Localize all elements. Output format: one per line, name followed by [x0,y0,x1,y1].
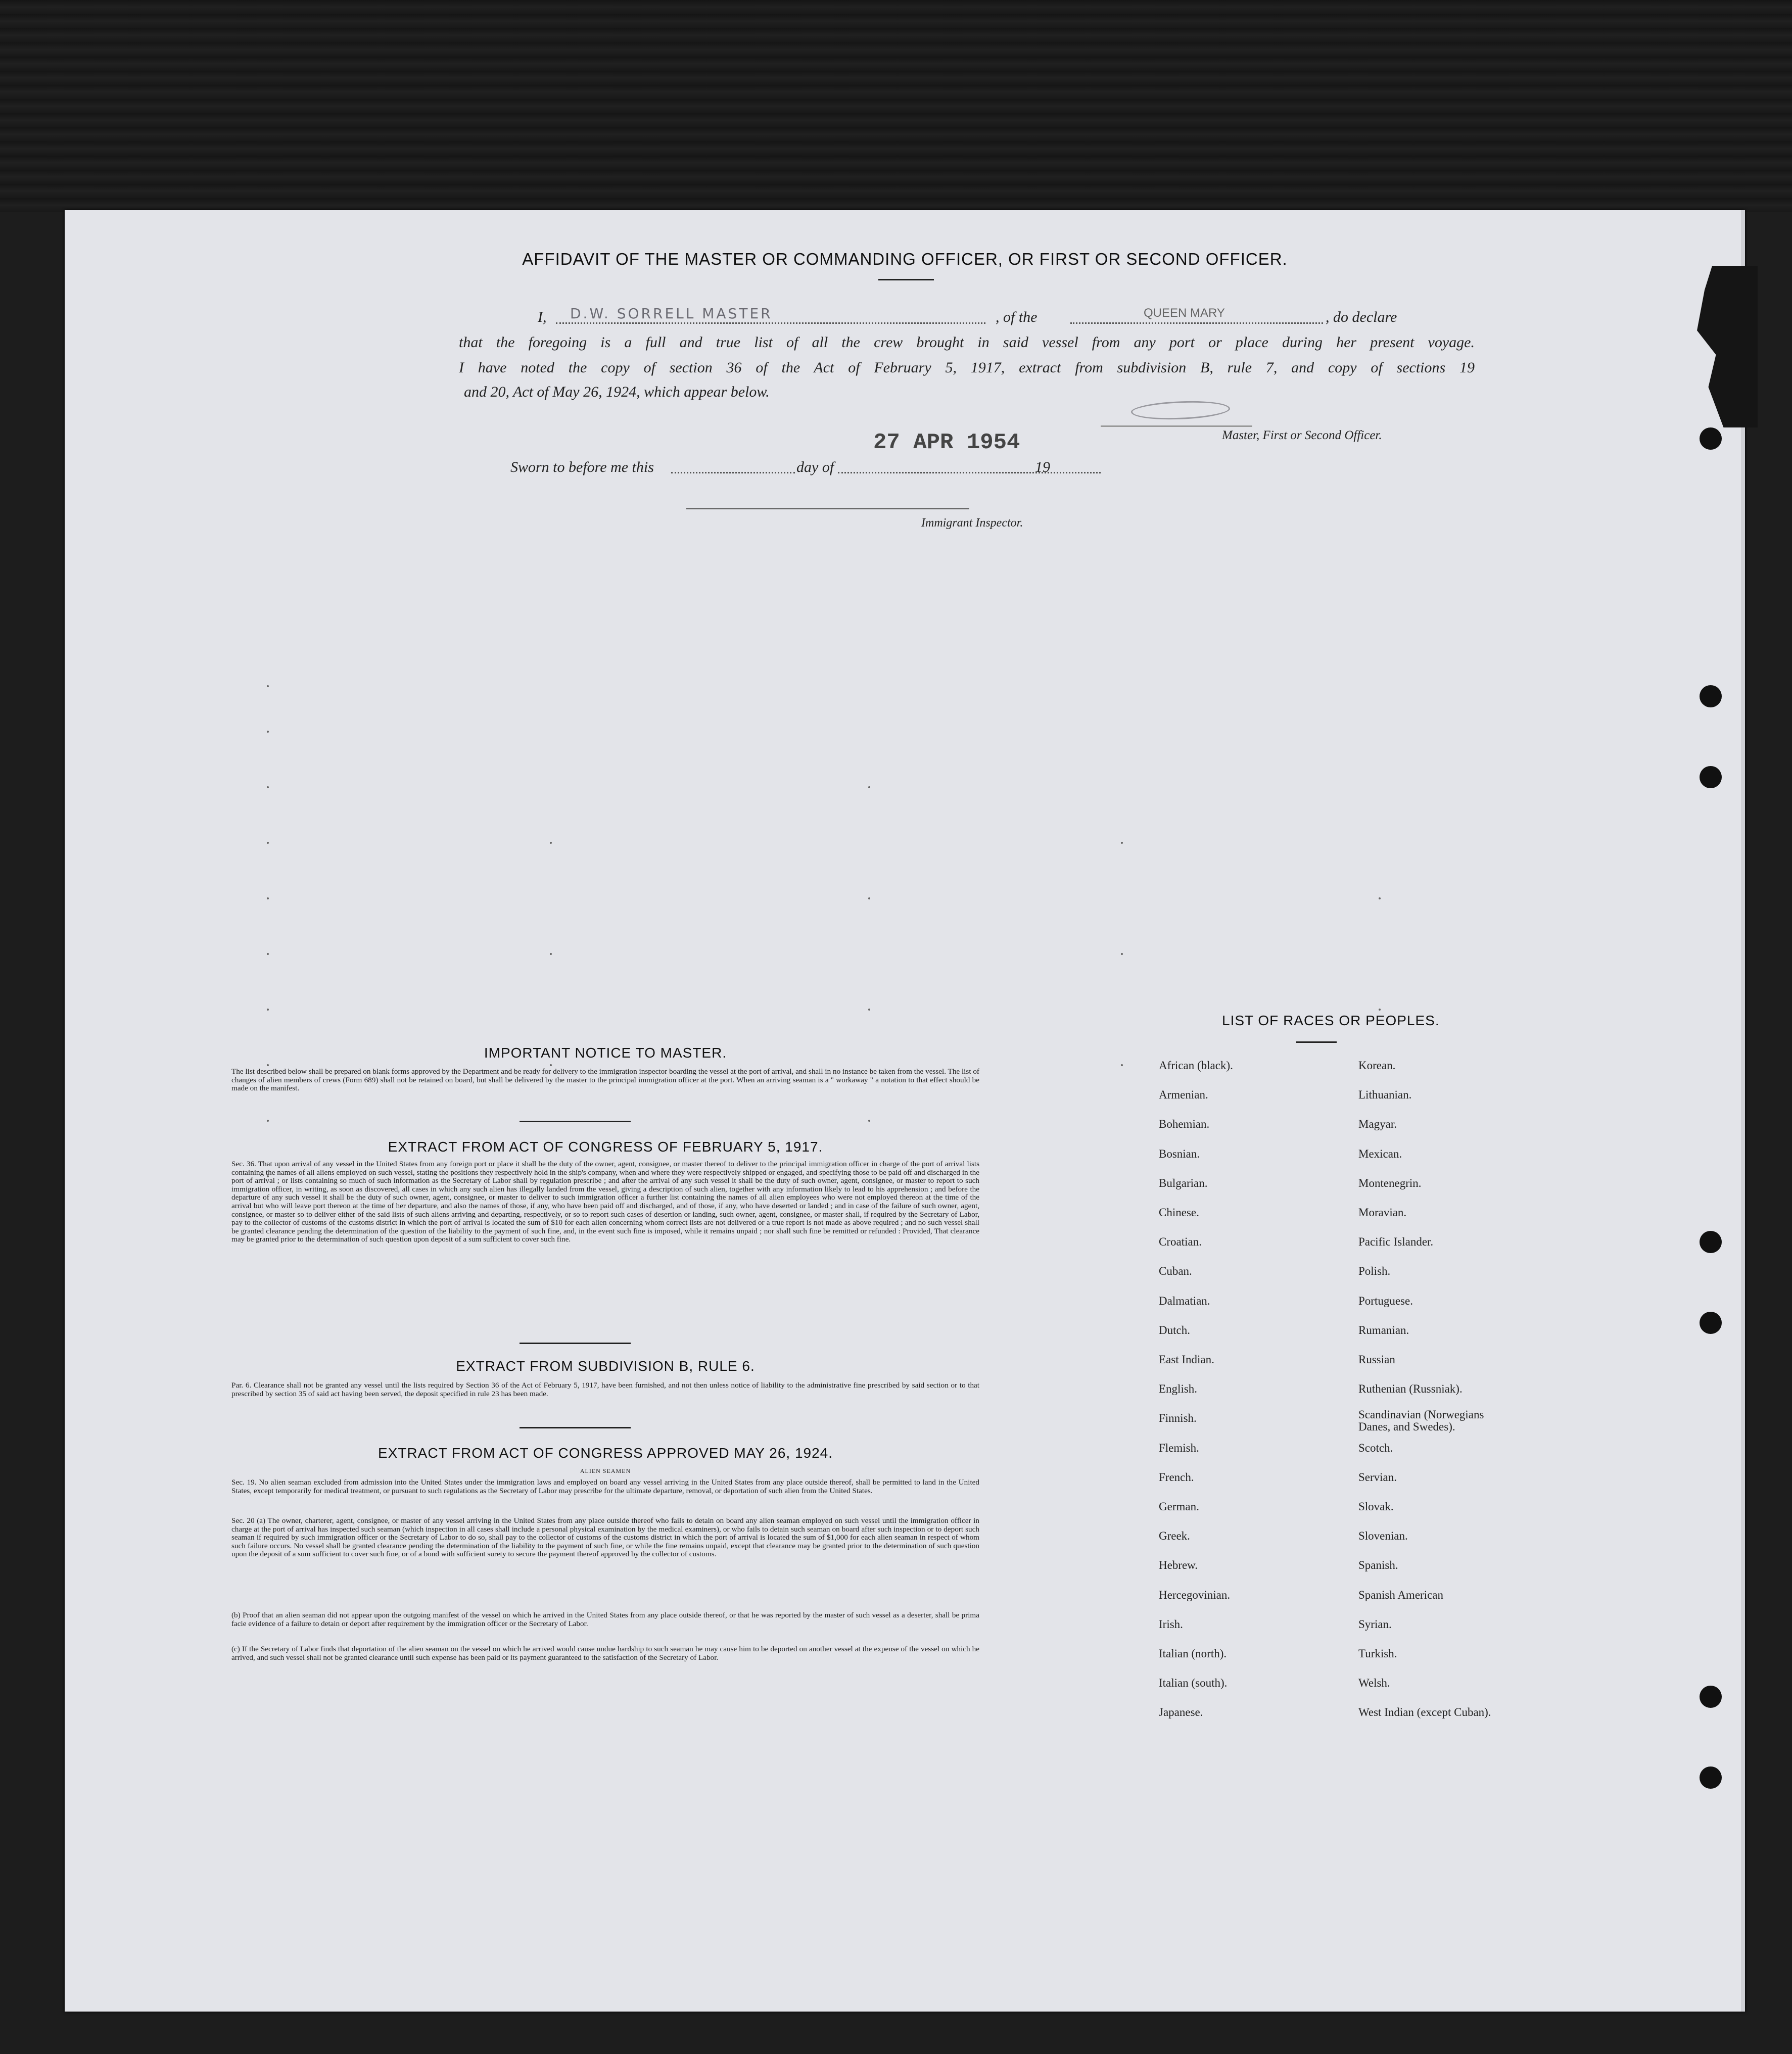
section-divider [520,1121,631,1122]
race-item: Spanish. [1358,1559,1398,1572]
ruling-dot [868,786,870,788]
punch-hole [1700,1686,1722,1708]
microfilm-background [0,0,1792,212]
race-item: Pacific Islander. [1358,1235,1434,1249]
race-item: Bosnian. [1159,1147,1200,1160]
name-blank [556,322,985,324]
extract-1924-title: EXTRACT FROM ACT OF CONGRESS APPROVED MAY 26, 1924. [378,1445,833,1461]
notice-title: IMPORTANT NOTICE TO MASTER. [484,1045,727,1061]
race-item: Turkish. [1358,1647,1397,1660]
extract-1917-text: Sec. 36. That upon arrival of any vessel in the United States from any foreign port or place it shall be the duty of the owner, agent, consignee, or master thereof to deliver to the principal immigration officer in charge of the port of arrival lists containing the names of all aliens employed on such vessel, stating the positions they respectively hold in the ship's company, when and where they were respectively shipped or engaged, and specifying those to be paid off and discharged in the port of arrival ; or lists containing so much of such information as the Secretary of Labor shall by regulation prescribe ; and after the arrival of any such vessel it shall be the duty of such owner, agent, consignee, or master to report to such immigration officer, in writing, as soon as discovered, all cases in which any such alien has illegally landed from the vessel, giving a description of such alien, together with any information likely to lead to his apprehension ; and before the departure of any such vessel it shall be the duty of such owner, agent, consignee, or master to deliver to such immigration officer a further list containing the names of all alien employees who were not employed thereon at the time of the arrival but who will leave port thereon at the time of her departure, and also the names of those, if any, who have been paid off and discharged, and of those, if any, who have deserted or landed ; and in case of the failure of such owner, agent, consignee, or master so to deliver either of the said lists of such aliens arriving and departing, respectively, or so to report such cases of desertion or landing, such owner, agent, consignee, or master shall, if required by the Secretary of Labor, pay to the collector of customs of the customs district in which the port of arrival is located the sum of $10 for each alien concerning whom correct lists are not delivered or a true report is not made as above required ; and no such vessel shall be granted clearance pending the determination of the question of the liability to the payment of such fine, and, in the event such fine is imposed, while it remains unpaid ; nor shall such fine be remitted or refunded : Provided, That clearance may be granted prior to the determination of such question upon deposit of a sum sufficient to cover such fine. [231,1160,979,1244]
punch-hole [1700,1766,1722,1789]
race-item: Croatian. [1159,1235,1202,1249]
race-item: Spanish American [1358,1588,1443,1601]
race-item: Syrian. [1358,1617,1392,1631]
ruling-dot [1121,953,1123,955]
affidavit-line-2: that the foregoing is a full and true list of all the crew brought in said vessel from any port or place during her present voyage. [459,334,1475,351]
race-item: Armenian. [1159,1088,1208,1102]
ruling-dot [267,953,269,955]
race-item: German. [1159,1500,1199,1513]
ruling-dot [1121,1064,1123,1066]
subdivision-b-title: EXTRACT FROM SUBDIVISION B, RULE 6. [456,1358,755,1374]
ruling-dot [267,842,269,844]
race-item: Mexican. [1358,1147,1402,1160]
race-item: Polish. [1358,1265,1391,1278]
ruling-dot [550,842,552,844]
ruling-dot [267,1064,269,1066]
punch-hole [1700,427,1722,450]
ruling-dot [868,1009,870,1011]
race-item: Welsh. [1358,1677,1390,1690]
extract-1924-sec20a: Sec. 20 (a) The owner, charterer, agent, consignee, or master of any vessel arriving in the United States from any place outside thereof who fails to detain on board any alien seaman employed on such vessel until the immigration officer in charge at the port of arrival has inspected such seaman (which inspection in all cases shall include a personal physical examination by the medical examiners), or who fails to detain such seaman on board after such inspection or to deport such seaman if required by such immigration officer or the Secretary of Labor to do so, shall pay to the collector of customs of the customs district in which the port of arrival is located the sum of $1,000 for each alien seaman in respect of whom such failure occurs. No vessel shall be granted clearance pending the determination of the liability to the payment of such fine, or while the fine remains unpaid, except that clearance may be granted prior to the determination of such question upon the deposit of a sum sufficient to cover such fine, or of a bond with sufficient surety to secure the payment thereof approved by the collector of customs. [231,1516,979,1559]
extract-1924-sec20c: (c) If the Secretary of Labor finds that deportation of the alien seaman on the vessel on which he arrived would cause undue hardship to such seaman he may cause him to be deported on another vessel at the expense of the vessel on which he arrived, and such vessel shall not be granted clearance until such expense has been paid or its payment guaranteed to the satisfaction of the Secretary of Labor. [231,1645,979,1662]
races-title: LIST OF RACES OR PEOPLES. [1222,1013,1440,1028]
month-blank [838,472,1101,473]
race-item: Bohemian. [1159,1118,1210,1131]
handwritten-name: D.W. SORRELL MASTER [570,305,773,322]
ruling-dot [267,897,269,899]
sworn-day-of: day of [796,459,834,475]
inspector-signature-line [686,508,969,509]
ruling-dot [1121,842,1123,844]
race-item: Scotch. [1358,1441,1393,1454]
extract-1924-subtitle: ALIEN SEAMEN [580,1467,631,1474]
title-underline [878,279,934,280]
document-page [65,210,1745,2012]
torn-corner [1682,266,1758,427]
race-item: Italian (north). [1159,1647,1227,1660]
race-item: Ruthenian (Russniak). [1358,1382,1463,1396]
vessel-name: QUEEN MARY [1144,306,1225,320]
race-item: Japanese. [1159,1706,1203,1719]
inspector-caption: Immigrant Inspector. [921,516,1023,530]
affidavit-line-4: and 20, Act of May 26, 1924, which appear below. [464,384,770,400]
day-blank [671,472,795,473]
race-item: East Indian. [1159,1353,1214,1366]
race-item: Servian. [1358,1470,1397,1484]
affidavit-of-the: , of the [996,309,1038,325]
affidavit-do-declare: , do declare [1326,309,1397,325]
signature-caption: Master, First or Second Officer. [1222,428,1382,442]
extract-1924-sec19: Sec. 19. No alien seaman excluded from admission into the United States under the immigration laws and employed on board any vessel arriving in the United States from any place outside thereof, shall be permitted to land in the United States, except temporarily for medical treatment, or pursuant to such regulations as the Secretary of Labor may prescribe for the ultimate departure, removal, or deportation of such alien from the United States. [231,1478,979,1495]
ruling-dot [267,786,269,788]
race-item: Dalmatian. [1159,1294,1210,1307]
race-item: Portuguese. [1358,1294,1413,1307]
ruling-dot [868,897,870,899]
punch-hole [1700,766,1722,788]
race-item: Korean. [1358,1059,1396,1072]
page-edge [1741,210,1745,2012]
sworn-prefix: Sworn to before me this [510,459,654,475]
date-stamp: 27 APR 1954 [873,430,1020,455]
race-item: West Indian (except Cuban). [1358,1706,1491,1719]
ruling-dot [267,731,269,733]
affidavit-title: AFFIDAVIT OF THE MASTER OR COMMANDING OFFICER, OR FIRST OR SECOND OFFICER. [522,250,1288,268]
extract-1917-title: EXTRACT FROM ACT OF CONGRESS OF FEBRUARY 5, 1917. [388,1139,823,1155]
race-item: Slovenian. [1358,1530,1408,1543]
ruling-dot [1379,1009,1381,1011]
section-divider [520,1427,631,1428]
ruling-dot [267,1009,269,1011]
punch-hole [1700,1312,1722,1334]
race-item: Hebrew. [1159,1559,1198,1572]
race-item: English. [1159,1382,1198,1396]
race-item: Hercegovinian. [1159,1588,1231,1601]
race-item: Italian (south). [1159,1677,1228,1690]
race-item: Magyar. [1358,1118,1397,1131]
race-item: African (black). [1159,1059,1233,1072]
subdivision-b-text: Par. 6. Clearance shall not be granted any vessel until the lists required by Section 36 of the Act of February 5, 1917, have been furnished, and not then unless notice of liability to the administrative fine prescribed by said section or to that prescribed by section 35 of said act having been served, the deposit specified in rule 23 has been made. [231,1381,979,1398]
ruling-dot [550,953,552,955]
ruling-dot [868,1120,870,1122]
ruling-dot [1379,897,1381,899]
race-item: Flemish. [1159,1441,1199,1454]
sworn-year: 19 [1035,459,1050,475]
affidavit-prefix: I, [538,309,547,325]
race-item: Lithuanian. [1358,1088,1412,1102]
vessel-blank [1070,322,1323,324]
notice-text: The list described below shall be prepared on blank forms approved by the Department and be ready for delivery to the immigration inspector boarding the vessel at the port of arrival, and shall in no instance be taken from the vessel. The list of changes of alien members of crews (Form 689) shall not be retained on board, but shall be delivered by the master to the principal immigration officer at the port. When an arriving seaman is a " workaway " a notation to that effect should be made on the manifest. [231,1067,979,1093]
race-item: Irish. [1159,1617,1183,1631]
race-item: Greek. [1159,1530,1190,1543]
race-item: Cuban. [1159,1265,1192,1278]
race-item: Slovak. [1358,1500,1394,1513]
affidavit-line-3: I have noted the copy of section 36 of the Act of February 5, 1917, extract from subdivision B, rule 7, and copy of sections 19 [459,359,1475,376]
section-divider [520,1343,631,1344]
ruling-dot [550,1064,552,1066]
race-item: Finnish. [1159,1412,1197,1425]
ruling-dot [267,685,269,687]
race-item: Dutch. [1159,1323,1190,1336]
race-item: Chinese. [1159,1206,1199,1219]
race-item: Rumanian. [1358,1323,1409,1336]
ruling-dot [267,1120,269,1122]
punch-hole [1700,1231,1722,1253]
race-item: Scandinavian (Norwegians Danes, and Swedes). [1358,1408,1484,1434]
race-item: French. [1159,1470,1194,1484]
race-item: Russian [1358,1353,1395,1366]
race-item: Montenegrin. [1358,1176,1422,1189]
punch-hole [1700,685,1722,707]
race-item: Bulgarian. [1159,1176,1208,1189]
race-item: Moravian. [1358,1206,1407,1219]
extract-1924-sec20b: (b) Proof that an alien seaman did not appear upon the outgoing manifest of the vessel on which he arrived in the United States from any place outside thereof, or that he was reported by the master of such vessel as a deserter, shall be prima facie evidence of a failure to detain or deport after requirement by the immigration officer or the Secretary of Labor. [231,1611,979,1628]
races-title-underline [1296,1041,1337,1043]
